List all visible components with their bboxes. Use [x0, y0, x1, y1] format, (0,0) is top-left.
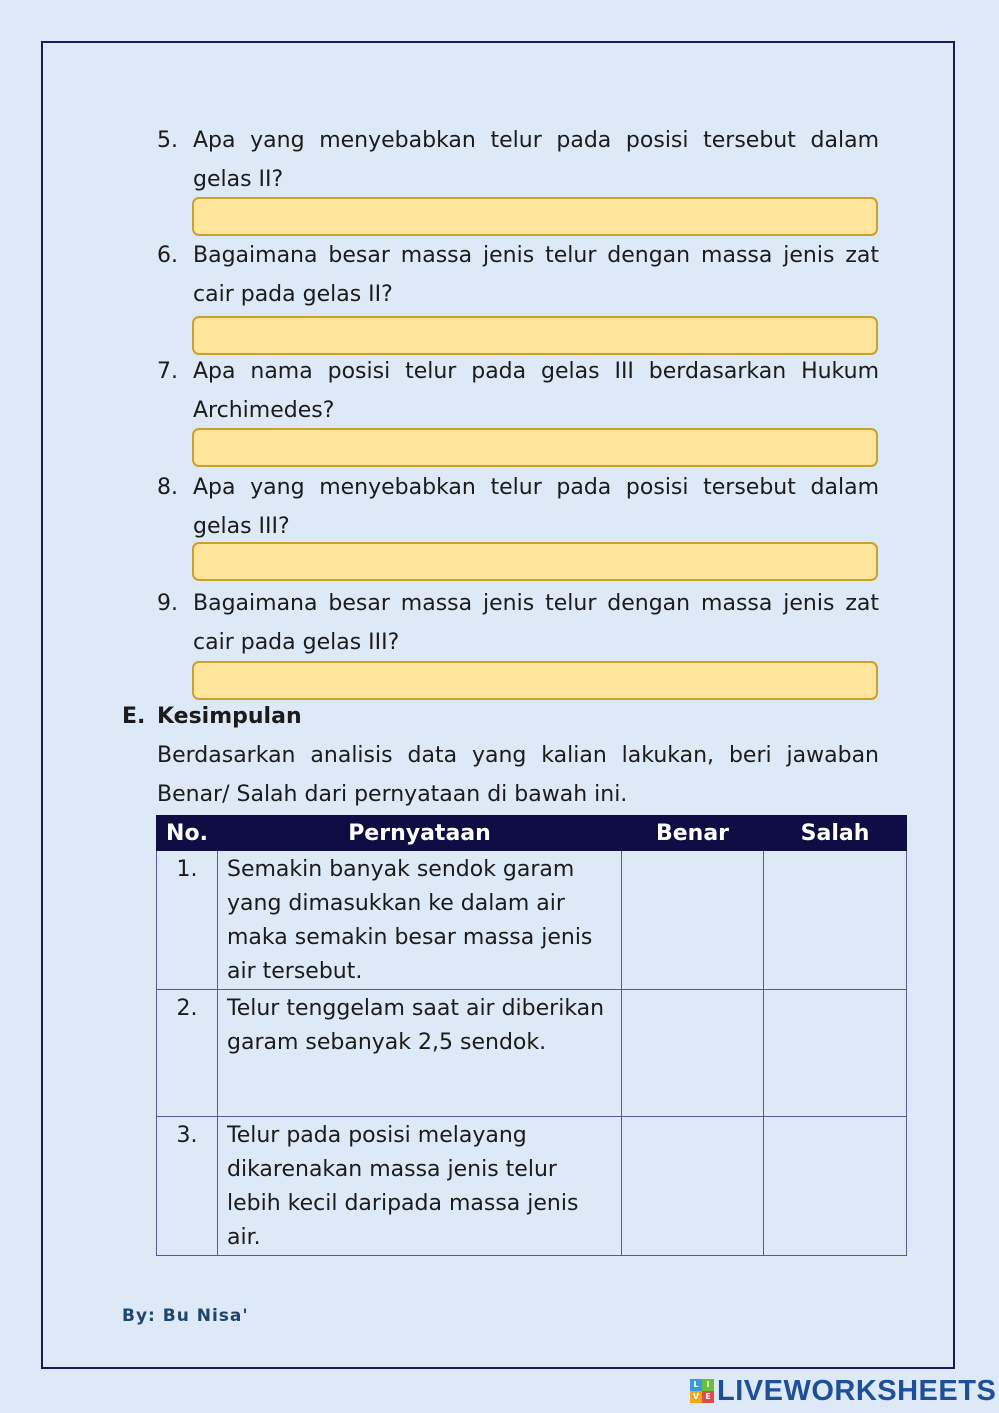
- answer-box-7[interactable]: [192, 428, 878, 467]
- liveworksheets-brand[interactable]: [690, 1374, 996, 1408]
- statement-table: [156, 815, 907, 1256]
- question-6: [157, 236, 879, 314]
- row-statement: Telur pada posisi melayang dikarenakan massa jenis telur lebih kecil daripada massa jenis air.: [218, 1117, 622, 1256]
- author-credit: By: Bu Nisa': [122, 1306, 249, 1326]
- answer-box-8[interactable]: [192, 542, 878, 581]
- question-8: [157, 468, 879, 546]
- question-number: 8.: [157, 475, 178, 500]
- table-header-row: [157, 816, 907, 851]
- section-title: Kesimpulan: [157, 704, 302, 729]
- table-row: [157, 990, 907, 1117]
- section-heading: [122, 700, 302, 734]
- true-cell[interactable]: [622, 851, 764, 990]
- row-number: 2.: [157, 990, 218, 1117]
- question-number: 9.: [157, 591, 178, 616]
- answer-box-6[interactable]: [192, 316, 878, 355]
- row-statement: Semakin banyak sendok garam yang dimasukkan ke dalam air maka semakin besar massa jenis air tersebut.: [218, 851, 622, 990]
- question-text: Bagaimana besar massa jenis telur dengan massa jenis zat cair pada gelas III?: [193, 591, 879, 655]
- false-cell[interactable]: [764, 990, 907, 1117]
- false-cell[interactable]: [764, 1117, 907, 1256]
- false-cell[interactable]: [764, 851, 907, 990]
- section-intro: [157, 736, 879, 814]
- intro-line-1: Berdasarkan analisis data yang kalian lakukan, beri jawaban: [157, 743, 879, 768]
- true-cell[interactable]: [622, 990, 764, 1117]
- header-false: Salah: [764, 816, 907, 851]
- question-text: Apa yang menyebabkan telur pada posisi tersebut dalam gelas III?: [193, 475, 879, 539]
- question-text: Bagaimana besar massa jenis telur dengan massa jenis zat cair pada gelas II?: [193, 243, 879, 307]
- question-number: 7.: [157, 359, 178, 384]
- intro-line-2: Benar/ Salah dari pernyataan di bawah ini.: [157, 782, 628, 807]
- question-text: Apa yang menyebabkan telur pada posisi tersebut dalam gelas II?: [193, 128, 879, 192]
- true-cell[interactable]: [622, 1117, 764, 1256]
- answer-box-5[interactable]: [192, 197, 878, 236]
- answer-box-9[interactable]: [192, 661, 878, 700]
- question-number: 6.: [157, 243, 178, 268]
- header-true: Benar: [622, 816, 764, 851]
- question-number: 5.: [157, 128, 178, 153]
- table-row: [157, 851, 907, 990]
- question-5: [157, 121, 879, 199]
- question-9: [157, 584, 879, 662]
- table-row: [157, 1117, 907, 1256]
- header-statement: Pernyataan: [218, 816, 622, 851]
- section-letter: E.: [122, 704, 146, 729]
- row-statement: Telur tenggelam saat air diberikan garam sebanyak 2,5 sendok.: [218, 990, 622, 1117]
- row-number: 3.: [157, 1117, 218, 1256]
- liveworksheets-logo-icon: L I V E: [690, 1379, 714, 1403]
- header-no: No.: [157, 816, 218, 851]
- liveworksheets-wordmark: LIVEWORKSHEETS: [717, 1374, 997, 1407]
- question-text: Apa nama posisi telur pada gelas III berdasarkan Hukum Archimedes?: [193, 359, 879, 423]
- row-number: 1.: [157, 851, 218, 990]
- question-7: [157, 352, 879, 430]
